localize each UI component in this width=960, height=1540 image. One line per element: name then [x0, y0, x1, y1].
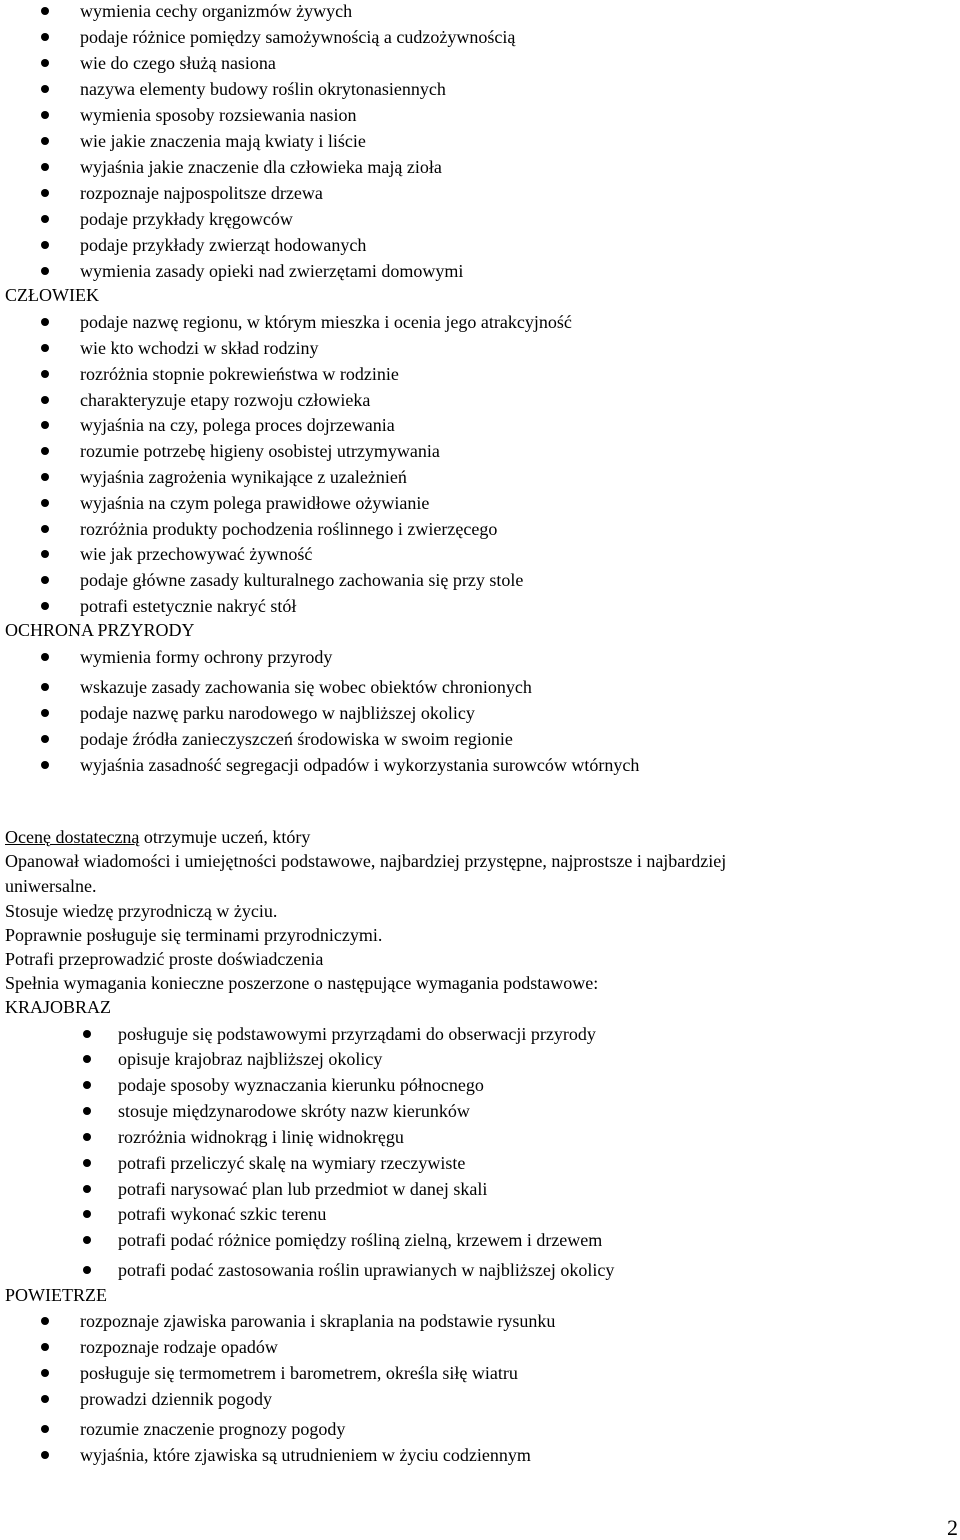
list-item: wie jakie znaczenia mają kwiaty i liście — [80, 130, 366, 152]
bullet-icon — [41, 709, 49, 717]
bullet-icon — [41, 370, 49, 378]
bullet-icon — [83, 1055, 91, 1063]
paragraph-line: Opanował wiadomości i umiejętności podstawowe, najbardziej przystępne, najprostsze i najbardziej — [5, 851, 727, 871]
bullet-icon — [41, 761, 49, 769]
bullet-icon — [41, 111, 49, 119]
bullet-icon — [41, 550, 49, 558]
bullet-icon — [41, 421, 49, 429]
list-item: podaje sposoby wyznaczania kierunku północnego — [118, 1074, 484, 1096]
list-item: wyjaśnia zagrożenia wynikające z uzależnień — [80, 466, 407, 488]
list-item: wymienia sposoby rozsiewania nasion — [80, 104, 356, 126]
section-heading-powietrze: POWIETRZE — [5, 1285, 107, 1305]
section-heading-czlowiek: CZŁOWIEK — [5, 285, 99, 305]
bullet-icon — [41, 447, 49, 455]
bullet-icon — [41, 525, 49, 533]
list-item: wymienia zasady opieki nad zwierzętami domowymi — [80, 260, 463, 282]
bullet-icon — [41, 683, 49, 691]
bullet-icon — [41, 318, 49, 326]
list-item: rozpoznaje zjawiska parowania i skraplania na podstawie rysunku — [80, 1310, 555, 1332]
bullet-icon — [83, 1185, 91, 1193]
list-item: podaje główne zasady kulturalnego zachowania się przy stole — [80, 569, 523, 591]
list-item: wymienia formy ochrony przyrody — [80, 646, 332, 668]
bullet-icon — [41, 499, 49, 507]
bullet-icon — [41, 7, 49, 15]
bullet-icon — [41, 576, 49, 584]
bullet-icon — [41, 267, 49, 275]
paragraph-line: Spełnia wymagania konieczne poszerzone o następujące wymagania podstawowe: — [5, 973, 599, 993]
bullet-icon — [41, 137, 49, 145]
list-item: wskazuje zasady zachowania się wobec obiektów chronionych — [80, 676, 532, 698]
list-item: nazywa elementy budowy roślin okrytonasiennych — [80, 78, 446, 100]
list-item: wie kto wchodzi w skład rodziny — [80, 337, 318, 359]
list-item: wie do czego służą nasiona — [80, 52, 276, 74]
list-item: wyjaśnia na czy, polega proces dojrzewania — [80, 414, 395, 436]
section-heading-ochrona: OCHRONA PRZYRODY — [5, 620, 195, 640]
grade-underlined: Ocenę dostateczną — [5, 827, 140, 847]
list-item: wyjaśnia jakie znaczenie dla człowieka mają zioła — [80, 156, 442, 178]
list-item: podaje źródła zanieczyszczeń środowiska w swoim regionie — [80, 728, 513, 750]
list-item: wymienia cechy organizmów żywych — [80, 0, 352, 22]
bullet-icon — [83, 1133, 91, 1141]
list-item: stosuje międzynarodowe skróty nazw kierunków — [118, 1100, 470, 1122]
list-item: wie jak przechowywać żywność — [80, 543, 312, 565]
list-item: wyjaśnia na czym polega prawidłowe ożywianie — [80, 492, 429, 514]
bullet-icon — [41, 1369, 49, 1377]
list-item: podaje nazwę parku narodowego w najbliższej okolicy — [80, 702, 475, 724]
list-item: rozróżnia produkty pochodzenia roślinnego i zwierzęcego — [80, 518, 497, 540]
list-item: potrafi wykonać szkic terenu — [118, 1203, 326, 1225]
bullet-icon — [83, 1210, 91, 1218]
list-item: rozumie potrzebę higieny osobistej utrzymywania — [80, 440, 440, 462]
page-number: 2 — [947, 1515, 958, 1540]
bullet-icon — [41, 473, 49, 481]
list-item: podaje przykłady zwierząt hodowanych — [80, 234, 366, 256]
list-item: podaje nazwę regionu, w którym mieszka i ocenia jego atrakcyjność — [80, 311, 572, 333]
list-item: rozróżnia stopnie pokrewieństwa w rodzinie — [80, 363, 399, 385]
list-item: rozpoznaje rodzaje opadów — [80, 1336, 278, 1358]
list-item: rozpoznaje najpospolitsze drzewa — [80, 182, 323, 204]
bullet-icon — [41, 602, 49, 610]
bullet-icon — [41, 241, 49, 249]
list-item: wyjaśnia, które zjawiska są utrudnieniem w życiu codziennym — [80, 1444, 531, 1466]
bullet-icon — [41, 33, 49, 41]
bullet-icon — [41, 1317, 49, 1325]
bullet-icon — [41, 85, 49, 93]
list-item: wyjaśnia zasadność segregacji odpadów i wykorzystania surowców wtórnych — [80, 754, 639, 776]
bullet-icon — [41, 1451, 49, 1459]
bullet-icon — [83, 1030, 91, 1038]
list-item: podaje różnice pomiędzy samożywnością a cudzożywnością — [80, 26, 515, 48]
list-item: posługuje się termometrem i barometrem, określa siłę wiatru — [80, 1362, 518, 1384]
bullet-icon — [41, 189, 49, 197]
bullet-icon — [83, 1236, 91, 1244]
paragraph-line: Stosuje wiedzę przyrodniczą w życiu. — [5, 901, 278, 921]
list-item: potrafi narysować plan lub przedmiot w danej skali — [118, 1178, 487, 1200]
bullet-icon — [41, 1343, 49, 1351]
bullet-icon — [41, 163, 49, 171]
bullet-icon — [41, 396, 49, 404]
bullet-icon — [41, 735, 49, 743]
bullet-icon — [41, 215, 49, 223]
grade-heading — [5, 826, 310, 848]
list-item: rozróżnia widnokrąg i linię widnokręgu — [118, 1126, 404, 1148]
bullet-icon — [83, 1081, 91, 1089]
bullet-icon — [41, 1425, 49, 1433]
bullet-icon — [41, 1395, 49, 1403]
list-item: podaje przykłady kręgowców — [80, 208, 293, 230]
grade-rest: otrzymuje uczeń, który — [139, 827, 311, 847]
list-item: potrafi estetycznie nakryć stół — [80, 595, 296, 617]
list-item: posługuje się podstawowymi przyrządami do obserwacji przyrody — [118, 1023, 596, 1045]
list-item: prowadzi dziennik pogody — [80, 1388, 272, 1410]
list-item: charakteryzuje etapy rozwoju człowieka — [80, 389, 370, 411]
list-item: rozumie znaczenie prognozy pogody — [80, 1418, 345, 1440]
bullet-icon — [41, 344, 49, 352]
bullet-icon — [83, 1159, 91, 1167]
list-item: opisuje krajobraz najbliższej okolicy — [118, 1048, 382, 1070]
list-item: potrafi podać różnice pomiędzy rośliną zielną, krzewem i drzewem — [118, 1229, 602, 1251]
paragraph-line: Potrafi przeprowadzić proste doświadczenia — [5, 949, 324, 969]
list-item: potrafi przeliczyć skalę na wymiary rzeczywiste — [118, 1152, 465, 1174]
section-heading-krajobraz: KRAJOBRAZ — [5, 997, 112, 1017]
bullet-icon — [83, 1107, 91, 1115]
bullet-icon — [41, 59, 49, 67]
bullet-icon — [41, 653, 49, 661]
bullet-icon — [83, 1266, 91, 1274]
paragraph-line: uniwersalne. — [5, 876, 97, 896]
paragraph-line: Poprawnie posługuje się terminami przyrodniczymi. — [5, 925, 383, 945]
list-item: potrafi podać zastosowania roślin uprawianych w najbliższej okolicy — [118, 1259, 614, 1281]
